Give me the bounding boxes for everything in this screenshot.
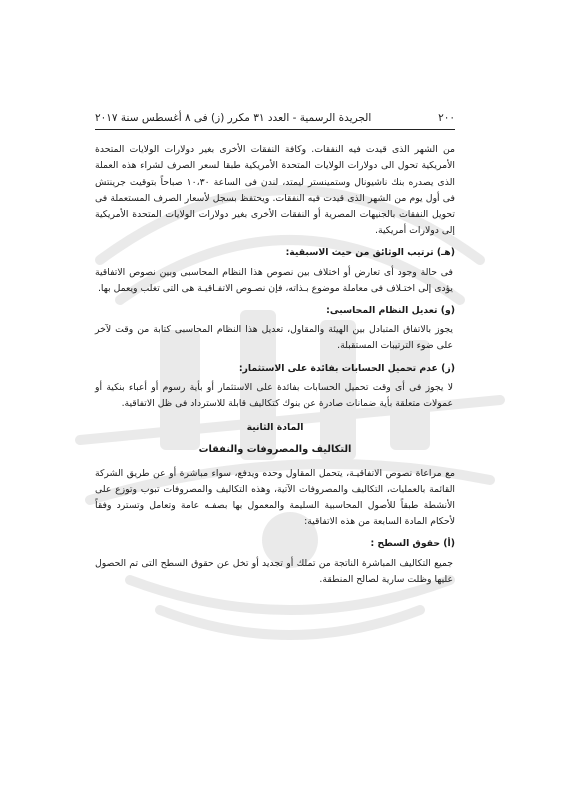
document-page [95, 110, 455, 594]
section-heading-z: (ز) عدم تحميل الحسابات بفائدة على الاستثمار: [238, 362, 455, 374]
paragraph: جميع التكاليف المباشرة الناتجة من تملك أو تجديد أو تخل عن حقوق السطح التى تم الحصول عليها وظلت سارية لصالح المنطقة. [95, 557, 453, 585]
paragraph: من الشهر الذى قيدت فيه النفقات. وكافة النفقات الأخرى بغير دولارات الولايات المتحدة الأمريكية تحول الى دولارات الولايات المتحدة الأمريكية طبقا لسعر الصرف لشراء هذه العملة الذى يصدره بنك ناشيونال وستمينستر ليمتد، لندن فى الساعة ١٠،٣٠ صباحاً بتوقيت جرينتش فى أول يوم من الشهر الذى قيدت فيه النفقات. ويحتفظ بسجل لأسعار الصرف المستعملة فى تحويل النفقات بالجنيهات المصرية أو النفقات الأخرى بغير دولارات الولايات المتحدة الأمريكية إلى دولارات أمريكية. [95, 144, 455, 237]
article-subtitle: التكاليف والمصروفات والنفقات [198, 444, 352, 456]
paragraph: مع مراعاة نصوص الاتفاقيـة، يتحمل المقاول وحده ويدفع، سواء مباشرة أو عن طريق الشركة القائمة بالعمليات، التكاليف والمصروفات الآتية، وهذه التكاليف والمصروفات تبوب وتوزع على الأنشطة طبقاً للأصول المحاسبية السليمة والمعمول بها بصفـه عامة وتعامل وتسترد وفقاً لأحكام المادة السابعة من هذه الاتفاقية: [95, 467, 455, 528]
header-title: الجريدة الرسمية - العدد ٣١ مكرر (ز) فى ٨ أغسطس سنة ٢٠١٧ [95, 112, 372, 124]
paragraph: يجوز بالاتفاق المتبادل بين الهيئة والمقاول، تعديل هذا النظام المحاسبى كتابة من وقت لآخر على ضوء الترتيبات المستقبلة. [95, 324, 453, 352]
paragraph: لا يجوز فى أى وقت تحميل الحسابات بفائدة على الاستثمار أو بأية رسوم أو أعباء بنكية أو عمولات متعلقة بأية ضمانات صادرة عن بنوك كتكاليف قابلة للاسترداد فى ظل الاتفاقية. [95, 381, 453, 410]
page-header [95, 110, 455, 129]
paragraph: فى حالة وجود أى تعارض أو اختلاف بين نصوص هذا النظام المحاسبى وبين نصوص الاتفاقية يؤدى إلى اختـلاف فى معاملة موضوع بـذاته، فإن نصـوص الاتفـاقيـة هى التى تغلب ويعمل بها. [95, 266, 453, 294]
section-heading-h: (هـ) ترتيب الوثائق من حيث الاسبقية: [285, 247, 455, 259]
article-title: المادة الثانية [246, 422, 304, 434]
page-number: ٢٠٠ [438, 112, 455, 124]
section-heading-1: (أ) حقوق السطح : [370, 538, 455, 550]
section-heading-w: (و) تعديل النظام المحاسبى: [326, 305, 455, 317]
header-rule [95, 129, 455, 130]
